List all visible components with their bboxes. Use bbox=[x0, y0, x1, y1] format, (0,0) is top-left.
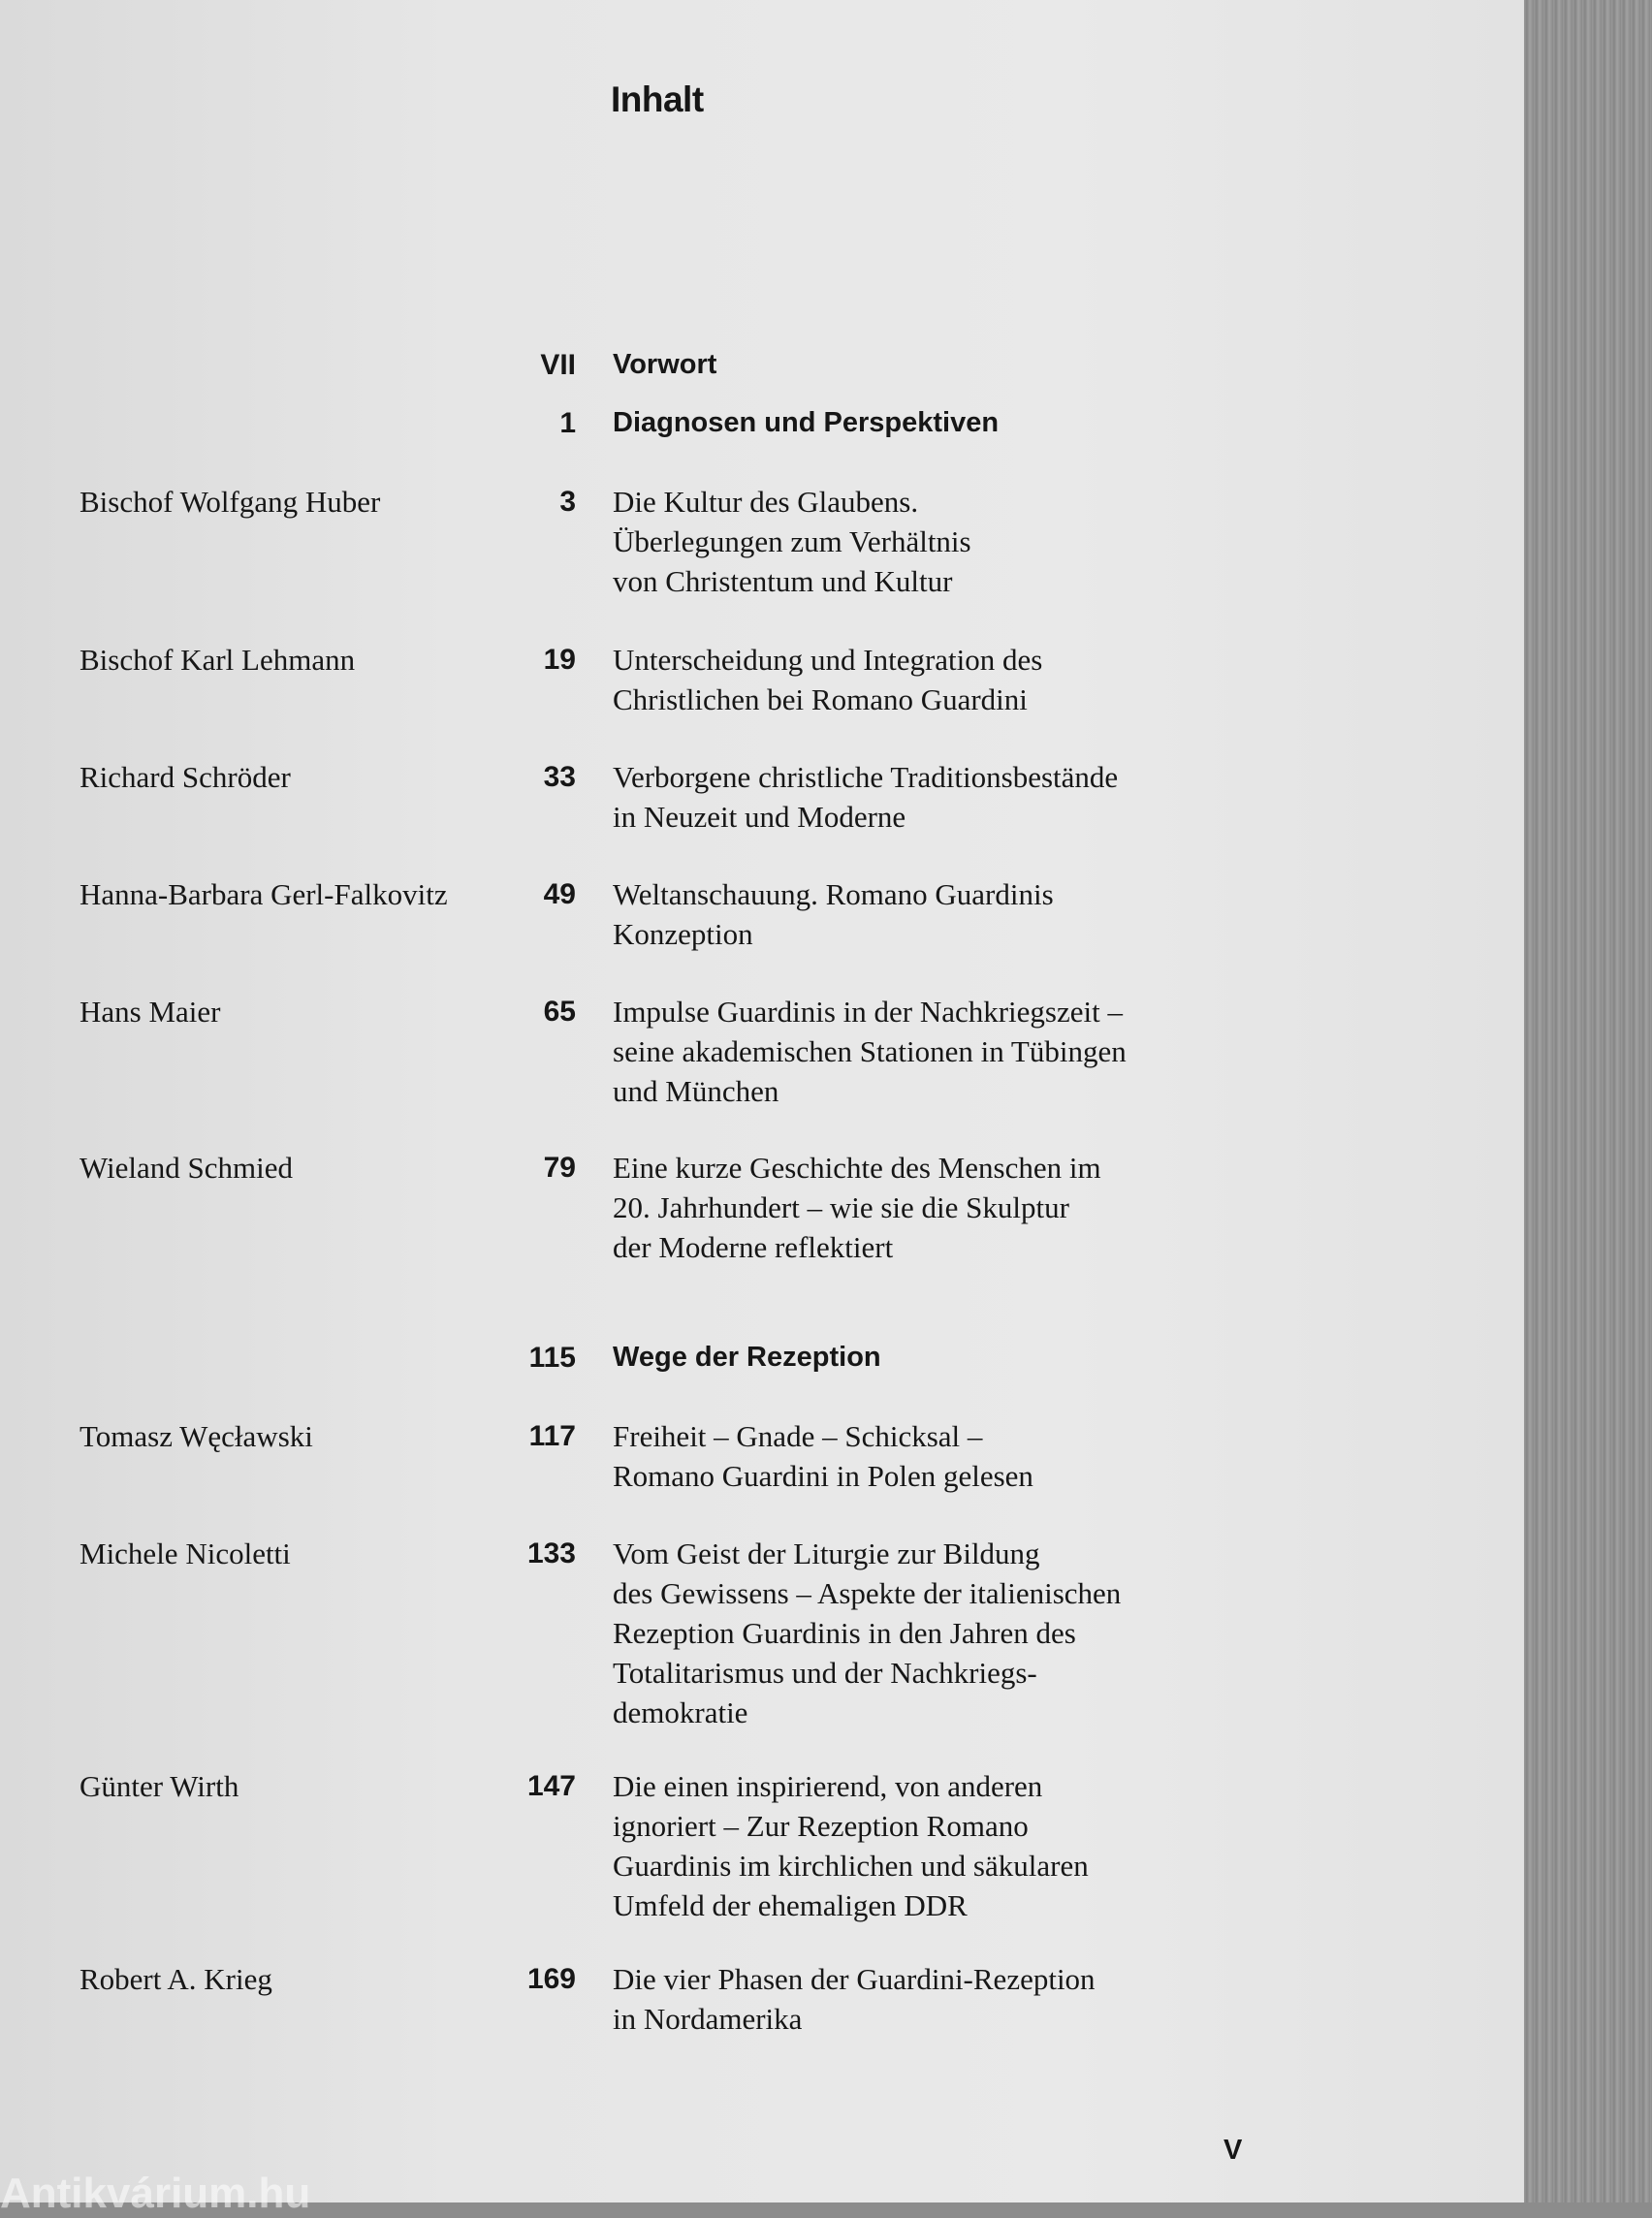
toc-page-number: 65 bbox=[543, 996, 576, 1028]
toc-section-title: Vorwort bbox=[613, 349, 717, 380]
toc-title: Freiheit – Gnade – Schicksal – Romano Guardini in Polen gelesen bbox=[613, 1419, 1033, 1493]
toc-title: Verborgene christliche Traditionsbestände in Neuzeit und Moderne bbox=[613, 760, 1119, 834]
toc-author: Richard Schröder bbox=[79, 760, 291, 794]
toc-author: Bischof Wolfgang Huber bbox=[79, 485, 381, 519]
toc-page-number: 147 bbox=[526, 1770, 576, 1802]
page-number: V bbox=[1223, 2135, 1243, 2166]
toc-page-number: 19 bbox=[543, 644, 576, 676]
page-heading: Inhalt bbox=[611, 79, 704, 119]
toc-author: Bischof Karl Lehmann bbox=[79, 643, 356, 677]
toc-title: Weltanschauung. Romano Guardinis Konzeption bbox=[613, 877, 1054, 951]
toc-author: Robert A. Krieg bbox=[79, 1962, 272, 1996]
toc-page-number: 133 bbox=[526, 1537, 576, 1569]
toc-author: Michele Nicoletti bbox=[79, 1537, 291, 1570]
toc-page-number: VII bbox=[540, 349, 576, 381]
toc-title: Die vier Phasen der Guardini-Rezeption in Nordamerika bbox=[613, 1962, 1096, 2036]
toc-page-number: 169 bbox=[526, 1963, 576, 1995]
toc-author: Wieland Schmied bbox=[79, 1151, 293, 1185]
book-spine bbox=[1524, 0, 1652, 2202]
toc-title: Vom Geist der Liturgie zur Bildung des Gewissens – Aspekte der italienischen Rezeption Guardinis in den Jahren des Totalitarismus und der Nachkriegs- demokratie bbox=[613, 1537, 1122, 1729]
toc-page-number: 3 bbox=[559, 486, 576, 518]
watermark: Antikvárium.hu bbox=[0, 2170, 311, 2217]
toc-page-number: 49 bbox=[543, 878, 576, 910]
toc-author: Hanna-Barbara Gerl-Falkovitz bbox=[79, 877, 448, 911]
toc-title: Eine kurze Geschichte des Menschen im 20. Jahrhundert – wie sie die Skulptur der Moderne reflektiert bbox=[613, 1151, 1101, 1264]
toc-author: Günter Wirth bbox=[79, 1769, 239, 1803]
toc-title: Impulse Guardinis in der Nachkriegszeit – seine akademischen Stationen in Tübingen und München bbox=[613, 995, 1127, 1108]
toc-title: Die einen inspirierend, von anderen ignoriert – Zur Rezeption Romano Guardinis im kirchlichen und säkularen Umfeld der ehemaligen DDR bbox=[613, 1769, 1089, 1922]
toc-author: Tomasz Węcławski bbox=[79, 1419, 313, 1453]
toc-page-number: 1 bbox=[559, 407, 576, 439]
toc-author: Hans Maier bbox=[79, 995, 221, 1029]
toc-section-title: Diagnosen und Perspektiven bbox=[613, 407, 1000, 438]
toc-title: Die Kultur des Glaubens. Überlegungen zum Verhältnis von Christentum und Kultur bbox=[613, 485, 971, 598]
toc-page-number: 115 bbox=[528, 1342, 576, 1374]
toc-page-number: 117 bbox=[528, 1420, 576, 1452]
toc-page-number: 79 bbox=[543, 1152, 576, 1184]
toc-section-title: Wege der Rezeption bbox=[613, 1342, 881, 1373]
toc-title: Unterscheidung und Integration des Christlichen bei Romano Guardini bbox=[613, 643, 1043, 716]
toc-page-number: 33 bbox=[543, 761, 576, 793]
